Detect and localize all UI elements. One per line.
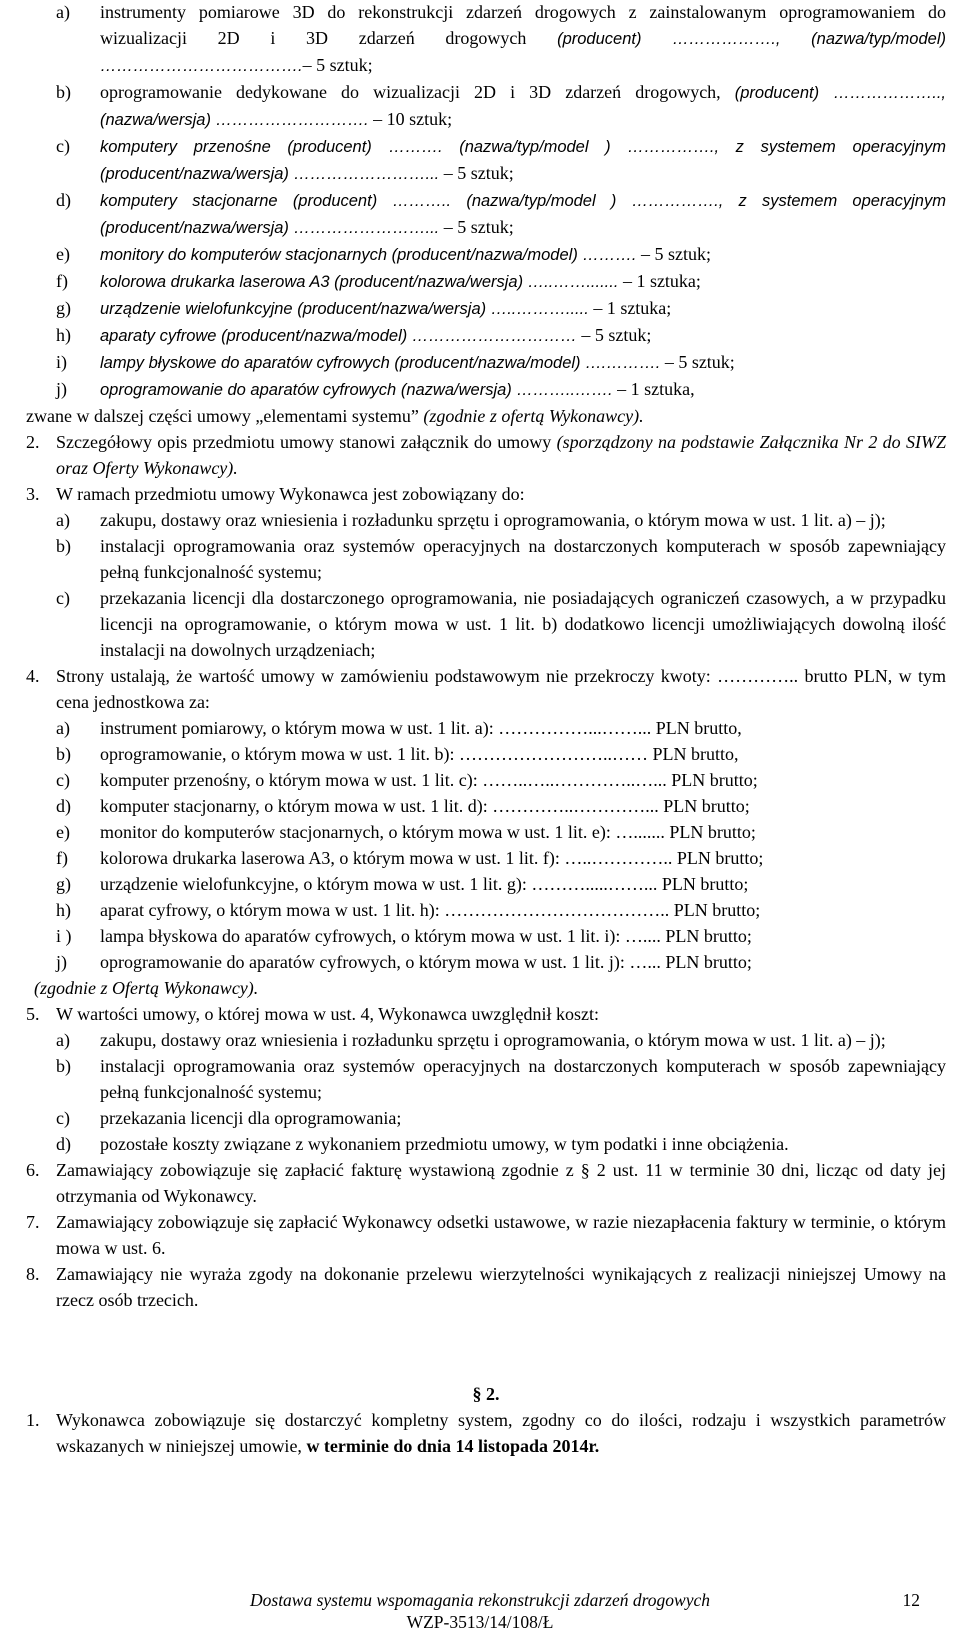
unit-prices-list <box>26 715 946 975</box>
list-item <box>26 793 946 819</box>
list-marker: c) <box>56 136 70 156</box>
list-item-text: zakupu, dostawy oraz wniesienia i rozładunku sprzętu i oprogramowania, o którym mowa w ust. 1 lit. a) – j); <box>100 1030 886 1050</box>
list-item <box>26 585 946 663</box>
list-item <box>26 715 946 741</box>
list-marker: f) <box>56 271 68 291</box>
list-marker: d) <box>56 796 71 816</box>
costs-list <box>26 1027 946 1157</box>
list-item-text: oprogramowanie do aparatów cyfrowych, o którym mowa w ust. 1 lit. j): …... PLN brutto; <box>100 952 752 972</box>
list-marker: h) <box>56 900 71 920</box>
obligations-list <box>26 507 946 663</box>
list-item <box>26 241 946 268</box>
list-item-text: przekazania licencji dla dostarczonego oprogramowania, nie posiadających ograniczeń czasowych, a w przypadku licencji na oprogramowanie, o którym mowa w ust. 1 lit. b) dodatkowo licencji umożliwiających dowolną ilość instalacji na dowolnych urządzeniach; <box>100 588 946 660</box>
text-run: oprogramowanie do aparatów cyfrowych <box>100 381 401 399</box>
text-run: – 1 sztuka; <box>588 298 672 318</box>
paragraph-2: 2. Szczegółowy opis przedmiotu umowy stanowi załącznik do umowy (sporządzony na podstawie Załącznika Nr 2 do SIWZ oraz Oferty Wykonawcy). <box>26 432 946 478</box>
list-item-text: monitor do komputerów stacjonarnych, o którym mowa w ust. 1 lit. e): …....... PLN brutto; <box>100 822 756 842</box>
text-run: (producent/nazwa/model) ………. <box>391 246 637 264</box>
page-number: 12 <box>902 1590 920 1610</box>
text-run: (nazwa/wersja) ………..……. <box>400 381 613 399</box>
list-marker: b) <box>56 1056 71 1076</box>
page-footer <box>0 1589 960 1633</box>
list-item <box>26 187 946 241</box>
list-marker: d) <box>56 190 71 210</box>
list-item <box>26 507 946 533</box>
list-item-text: zakupu, dostawy oraz wniesienia i rozładunku sprzętu i oprogramowania, o którym mowa w ust. 1 lit. a) – j); <box>100 510 886 530</box>
text-run: zwane w dalszej części umowy „elementami systemu” <box>26 406 424 426</box>
equipment-summary <box>26 403 946 429</box>
list-item-text: instrument pomiarowy, o którym mowa w ust. 1 lit. a): ……………...……... PLN brutto, <box>100 718 742 738</box>
list-marker: i ) <box>56 926 72 946</box>
list-item <box>26 295 946 322</box>
list-item <box>26 767 946 793</box>
text-run: (sporządzony na podstawie Załącznika Nr 2 do SIWZ oraz Oferty Wykonawcy). <box>56 432 946 478</box>
text-run: – 1 sztuka; <box>618 271 701 291</box>
list-item <box>26 819 946 845</box>
text-run: kolorowa drukarka laserowa A3 <box>100 273 335 291</box>
list-item-text: kolorowa drukarka laserowa A3, o którym mowa w ust. 1 lit. f): …..………….. PLN brutto; <box>100 848 764 868</box>
text-run: – 5 sztuk; <box>636 244 711 264</box>
list-item-text: aparat cyfrowy, o którym mowa w ust. 1 lit. h): ……………………………….. PLN brutto; <box>100 900 761 920</box>
list-item <box>26 741 946 767</box>
list-marker: d) <box>56 1134 71 1154</box>
list-marker: j) <box>56 379 67 399</box>
text-run: komputery przenośne <box>100 138 288 156</box>
list-item <box>26 268 946 295</box>
text-run: komputery stacjonarne <box>100 192 293 210</box>
text-run: – 5 sztuk; <box>439 217 514 237</box>
text-run: – 5 sztuk; <box>439 163 514 183</box>
list-item-text: przekazania licencji dla oprogramowania; <box>100 1108 402 1128</box>
list-marker: f) <box>56 848 68 868</box>
offer-note: (zgodnie z Ofertą Wykonawcy). <box>34 978 259 998</box>
text-run: (producent/nazwa/model) ….………. <box>394 354 661 372</box>
text-run: , z <box>718 192 763 210</box>
text-run: (producent) ……….. (nazwa/typ/model ) ……………. <box>292 192 719 210</box>
list-marker: b) <box>56 82 71 102</box>
text-run: instrumenty pomiarowe 3D do rekonstrukcji zdarzeń drogowych z zainstalowanym oprogramowaniem do wizualizacji 2D i 3D zdarzeń drogowych <box>100 2 946 48</box>
list-marker: h) <box>56 325 71 345</box>
list-item <box>26 897 946 923</box>
list-item <box>26 1105 946 1131</box>
text-run: (producent/nazwa/model) ………………………… <box>221 327 577 345</box>
text-run: (producent) ………. (nazwa/typ/model ) ……………. <box>287 138 715 156</box>
list-marker: c) <box>56 1108 70 1128</box>
list-item <box>26 1053 946 1105</box>
list-item <box>26 349 946 376</box>
text-run: aparaty cyfrowe <box>100 327 222 345</box>
section-2-paragraph-1: 1. Wykonawca zobowiązuje się dostarczyć kompletny system, zgodny co do ilości, rodzaju i wszystkich parametrów wskazanych w niniejszej umowie, w terminie do dnia 14 listopada 2014r. <box>26 1410 946 1456</box>
text-run: Szczegółowy opis przedmiotu umowy stanowi załącznik do umowy <box>56 432 557 452</box>
list-marker: a) <box>56 718 70 738</box>
list-item <box>26 0 946 79</box>
list-marker: g) <box>56 874 71 894</box>
text-run: urządzenie wielofunkcyjne <box>100 300 298 318</box>
footer-reference: WZP-3513/14/108/Ł <box>406 1612 554 1632</box>
text-run: (zgodnie z ofertą Wykonawcy). <box>423 406 644 426</box>
text-run: , z <box>714 138 761 156</box>
text-run: – 5 sztuk; <box>576 325 652 345</box>
list-item <box>26 845 946 871</box>
list-marker: i) <box>56 352 67 372</box>
text-run: systemem operacyjnym <box>762 192 946 210</box>
paragraph-3: 3. W ramach przedmiotu umowy Wykonawca jest zobowiązany do: <box>26 484 525 504</box>
list-marker: c) <box>56 770 70 790</box>
list-item <box>26 79 946 133</box>
paragraph-8: 8. Zamawiający nie wyraża zgody na dokonanie przelewu wierzytelności wynikających z realizacji niniejszej Umowy na rzecz osób trzecich. <box>26 1264 946 1310</box>
list-item <box>26 1027 946 1053</box>
list-item <box>26 1131 946 1157</box>
text-run: (producent/nazwa/wersja) …..……....... <box>334 273 619 291</box>
list-marker: a) <box>56 1030 70 1050</box>
text-run: oprogramowanie dedykowane do wizualizacji 2D i 3D zdarzeń drogowych, <box>100 82 735 102</box>
text-run: (producent/nazwa/wersja) ……………………... <box>100 219 440 237</box>
list-item-text: komputer stacjonarny, o którym mowa w ust. 1 lit. d): …………..…………... PLN brutto; <box>100 796 750 816</box>
list-item <box>26 533 946 585</box>
list-marker: j) <box>56 952 67 972</box>
list-item <box>26 322 946 349</box>
list-item-text: komputer przenośny, o którym mowa w ust. 1 lit. c): ……..…..…………..…... PLN brutto; <box>100 770 758 790</box>
list-item-text: instalacji oprogramowania oraz systemów operacyjnych na dostarczonych komputerach w sposób zapewniający pełną funkcjonalność systemu; <box>100 536 946 582</box>
paragraph-5: 5. W wartości umowy, o której mowa w ust. 4, Wykonawca uwzględnił koszt: <box>26 1004 599 1024</box>
list-item-text: instalacji oprogramowania oraz systemów operacyjnych na dostarczonych komputerach w sposób zapewniający pełną funkcjonalność systemu; <box>100 1056 946 1102</box>
list-marker: a) <box>56 2 70 22</box>
list-item <box>26 949 946 975</box>
text-run: – 5 sztuk; <box>660 352 735 372</box>
list-marker: c) <box>56 588 70 608</box>
list-item <box>26 133 946 187</box>
text-run: systemem operacyjnym <box>760 138 946 156</box>
text-run: – 1 sztuka, <box>612 379 695 399</box>
text-run: (producent) ……………….., (nazwa/wersja) ………………………. <box>100 84 946 129</box>
text-run: monitory do komputerów stacjonarnych <box>100 246 392 264</box>
section-heading: § 2. <box>472 1384 500 1404</box>
list-item-text: pozostałe koszty związane z wykonaniem przedmiotu umowy, w tym podatki i inne obciążenia. <box>100 1134 789 1154</box>
list-item <box>26 923 946 949</box>
text-run: – 5 sztuk; <box>302 55 373 75</box>
paragraph-7: 7. Zamawiający zobowiązuje się zapłacić Wykonawcy odsetki ustawowe, w razie niezapłacenia faktury w terminie, o którym mowa w ust. 6. <box>26 1212 946 1258</box>
list-marker: g) <box>56 298 71 318</box>
list-item <box>26 871 946 897</box>
list-item <box>26 376 946 403</box>
text-run: – 10 sztuk; <box>368 109 453 129</box>
document-page <box>26 0 946 1459</box>
paragraph-4: 4. Strony ustalają, że wartość umowy w zamówieniu podstawowym nie przekroczy kwoty: ………….. brutto PLN, w tym cena jednostkowa za: <box>26 666 946 712</box>
paragraph-6: 6. Zamawiający zobowiązuje się zapłacić fakturę wystawioną zgodnie z § 2 ust. 11 w terminie 30 dni, licząc od daty jej otrzymania od Wykonawcy. <box>26 1160 946 1206</box>
list-marker: a) <box>56 510 70 530</box>
list-item-text: urządzenie wielofunkcyjne, o którym mowa w ust. 1 lit. g): ……….....……... PLN brutto; <box>100 874 749 894</box>
list-marker: e) <box>56 244 70 264</box>
text-run: (producent/nazwa/wersja) …..………..... <box>297 300 589 318</box>
text-run: lampy błyskowe do aparatów cyfrowych <box>100 354 395 372</box>
list-item-text: oprogramowanie, o którym mowa w ust. 1 lit. b): ……………………..…… PLN brutto, <box>100 744 739 764</box>
list-marker: b) <box>56 744 71 764</box>
footer-title: Dostawa systemu wspomagania rekonstrukcji zdarzeń drogowych <box>250 1590 710 1610</box>
text-run: (producent) ………………., (nazwa/typ/model) ………………………………. <box>100 30 946 75</box>
list-marker: b) <box>56 536 71 556</box>
text-run: (producent/nazwa/wersja) ……………………... <box>100 165 440 183</box>
list-item-text: lampa błyskowa do aparatów cyfrowych, o którym mowa w ust. 1 lit. i): ….... PLN brutto; <box>100 926 752 946</box>
list-marker: e) <box>56 822 70 842</box>
equipment-list <box>26 0 946 403</box>
